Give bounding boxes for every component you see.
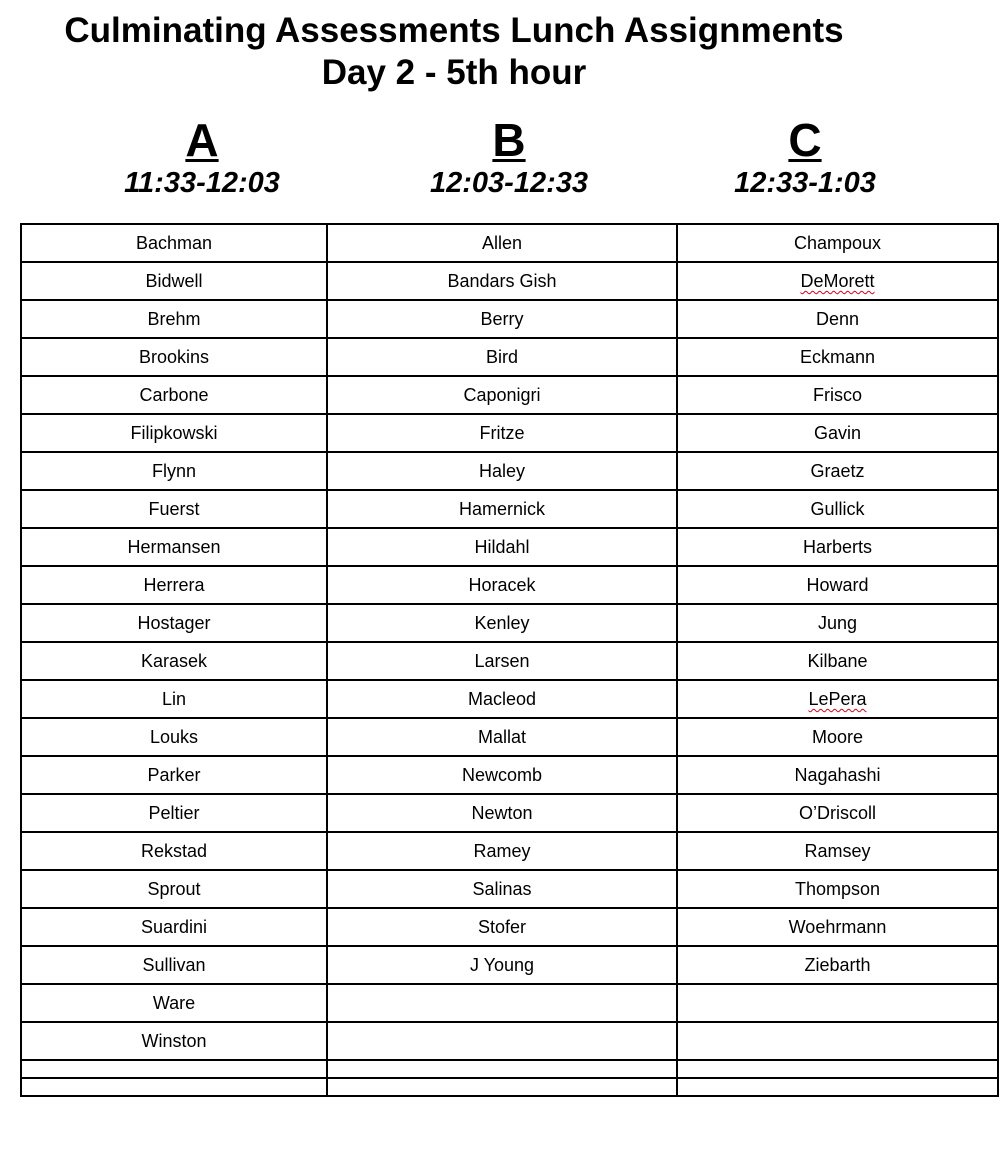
table-cell xyxy=(21,794,327,832)
student-name: Champoux xyxy=(793,233,882,253)
table-cell xyxy=(327,414,677,452)
student-name: Bird xyxy=(485,347,518,367)
student-name: Brehm xyxy=(147,309,201,329)
table-cell xyxy=(327,490,677,528)
student-name: Caponigri xyxy=(463,385,541,405)
table-cell xyxy=(21,832,327,870)
student-name: Parker xyxy=(147,765,201,785)
table-cell xyxy=(21,718,327,756)
table-cell xyxy=(21,604,327,642)
student-name: Flynn xyxy=(151,461,196,481)
student-name: DeMorett xyxy=(800,271,875,291)
table-row xyxy=(21,908,998,946)
student-name: Kenley xyxy=(474,613,530,633)
table-cell xyxy=(327,300,677,338)
table-cell xyxy=(21,414,327,452)
column-header-b xyxy=(359,116,659,200)
student-name: Louks xyxy=(149,727,199,747)
table-cell xyxy=(677,718,998,756)
table-cell xyxy=(677,300,998,338)
student-name: Thompson xyxy=(794,879,881,899)
table-row xyxy=(21,870,998,908)
table-cell xyxy=(677,1078,998,1096)
table-row xyxy=(21,300,998,338)
student-name: Stofer xyxy=(477,917,527,937)
student-name: Berry xyxy=(480,309,524,329)
table-cell xyxy=(21,338,327,376)
table-cell xyxy=(327,870,677,908)
table-cell xyxy=(677,832,998,870)
table-cell xyxy=(677,1022,998,1060)
table-cell xyxy=(677,338,998,376)
table-cell xyxy=(327,262,677,300)
student-name: Salinas xyxy=(472,879,532,899)
table-cell xyxy=(21,566,327,604)
table-cell xyxy=(21,376,327,414)
student-name: Peltier xyxy=(148,803,200,823)
student-name: Gullick xyxy=(810,499,865,519)
student-name: Suardini xyxy=(140,917,208,937)
student-name: Ramey xyxy=(473,841,531,861)
table-row xyxy=(21,604,998,642)
column-letter: B xyxy=(492,114,526,166)
table-row xyxy=(21,338,998,376)
student-name: Bidwell xyxy=(145,271,203,291)
table-cell xyxy=(677,680,998,718)
table-cell xyxy=(327,680,677,718)
student-name: Bachman xyxy=(135,233,213,253)
table-row xyxy=(21,680,998,718)
table-cell xyxy=(677,756,998,794)
table-cell xyxy=(327,224,677,262)
student-name: Sullivan xyxy=(142,955,206,975)
table-row xyxy=(21,756,998,794)
table-cell xyxy=(677,528,998,566)
table-row xyxy=(21,984,998,1022)
table-cell xyxy=(327,566,677,604)
student-name: Lin xyxy=(161,689,187,709)
table-row xyxy=(21,832,998,870)
table-cell xyxy=(677,452,998,490)
table-cell xyxy=(677,984,998,1022)
table-cell xyxy=(327,376,677,414)
student-name: Hostager xyxy=(137,613,211,633)
table-cell xyxy=(677,870,998,908)
student-name: Fritze xyxy=(479,423,525,443)
table-row xyxy=(21,490,998,528)
table-cell xyxy=(21,946,327,984)
table-cell xyxy=(21,870,327,908)
student-name: LePera xyxy=(808,689,867,709)
student-name: Gavin xyxy=(813,423,862,443)
student-name: Larsen xyxy=(474,651,530,671)
page-subtitle: Day 2 - 5th hour xyxy=(321,53,587,92)
student-name: Allen xyxy=(481,233,523,253)
student-name: Newton xyxy=(471,803,533,823)
student-name: Sprout xyxy=(147,879,201,899)
student-name: Horacek xyxy=(468,575,536,595)
student-name: Harberts xyxy=(802,537,873,557)
student-name: Karasek xyxy=(140,651,208,671)
table-cell xyxy=(21,300,327,338)
table-cell xyxy=(21,642,327,680)
table-cell xyxy=(677,908,998,946)
student-name: Brookins xyxy=(138,347,210,367)
table-row xyxy=(21,224,998,262)
student-name: Denn xyxy=(815,309,860,329)
column-header-c xyxy=(655,116,955,200)
student-name: Herrera xyxy=(143,575,205,595)
table-cell xyxy=(677,376,998,414)
student-name: Macleod xyxy=(467,689,537,709)
table-row xyxy=(21,1078,998,1096)
table-cell xyxy=(677,946,998,984)
table-cell xyxy=(21,452,327,490)
student-name: Nagahashi xyxy=(794,765,881,785)
table-cell xyxy=(327,1022,677,1060)
column-letter: A xyxy=(185,114,219,166)
table-row xyxy=(21,794,998,832)
table-cell xyxy=(327,642,677,680)
table-cell xyxy=(677,794,998,832)
column-letter: C xyxy=(788,114,822,166)
student-name: Rekstad xyxy=(140,841,208,861)
table-cell xyxy=(677,642,998,680)
column-time: 12:03-12:33 xyxy=(430,167,588,199)
student-name: Carbone xyxy=(139,385,209,405)
student-name: O’Driscoll xyxy=(798,803,876,823)
table-cell xyxy=(327,908,677,946)
page-title: Culminating Assessments Lunch Assignments xyxy=(64,11,844,50)
table-cell xyxy=(327,832,677,870)
table-cell xyxy=(677,566,998,604)
student-name: Newcomb xyxy=(461,765,543,785)
table-cell xyxy=(21,756,327,794)
student-name: Hildahl xyxy=(474,537,530,557)
student-name: Mallat xyxy=(477,727,526,747)
table-cell xyxy=(327,984,677,1022)
table-cell xyxy=(677,604,998,642)
student-name: Ziebarth xyxy=(804,955,871,975)
student-name: Winston xyxy=(141,1031,207,1051)
table-row xyxy=(21,452,998,490)
table-cell xyxy=(327,946,677,984)
student-name: Kilbane xyxy=(807,651,868,671)
table-cell xyxy=(677,414,998,452)
student-name: Eckmann xyxy=(799,347,876,367)
student-name: Hermansen xyxy=(127,537,221,557)
table-cell xyxy=(21,1022,327,1060)
table-cell xyxy=(677,262,998,300)
table-row xyxy=(21,642,998,680)
table-cell xyxy=(21,262,327,300)
table-cell xyxy=(327,1078,677,1096)
student-name: Bandars Gish xyxy=(447,271,557,291)
student-name: Haley xyxy=(478,461,526,481)
table-row xyxy=(21,566,998,604)
table-row xyxy=(21,946,998,984)
table-cell xyxy=(21,224,327,262)
table-cell xyxy=(21,1060,327,1078)
table-row xyxy=(21,376,998,414)
lunch-roster-table xyxy=(20,223,999,1097)
table-row xyxy=(21,1022,998,1060)
table-cell xyxy=(327,718,677,756)
table-cell xyxy=(21,680,327,718)
table-cell xyxy=(677,1060,998,1078)
table-cell xyxy=(327,1060,677,1078)
student-name: Moore xyxy=(811,727,864,747)
table-row xyxy=(21,414,998,452)
student-name: Frisco xyxy=(813,385,862,405)
table-cell xyxy=(327,452,677,490)
column-header-a xyxy=(52,116,352,200)
column-time: 11:33-12:03 xyxy=(124,167,280,199)
table-cell xyxy=(327,604,677,642)
table-cell xyxy=(677,224,998,262)
table-row xyxy=(21,528,998,566)
student-name: Ramsey xyxy=(804,841,871,861)
table-cell xyxy=(677,490,998,528)
student-name: Woehrmann xyxy=(788,917,887,937)
student-name: Graetz xyxy=(810,461,865,481)
student-name: Fuerst xyxy=(148,499,200,519)
table-cell xyxy=(21,984,327,1022)
student-name: Filipkowski xyxy=(130,423,218,443)
table-cell xyxy=(327,794,677,832)
table-cell xyxy=(21,528,327,566)
table-cell xyxy=(327,338,677,376)
table-cell xyxy=(21,908,327,946)
table-row xyxy=(21,262,998,300)
student-name: Howard xyxy=(806,575,869,595)
student-name: Hamernick xyxy=(458,499,546,519)
student-name: Ware xyxy=(152,993,196,1013)
table-row xyxy=(21,1060,998,1078)
table-cell xyxy=(21,1078,327,1096)
table-row xyxy=(21,718,998,756)
table-cell xyxy=(327,756,677,794)
column-time: 12:33-1:03 xyxy=(734,167,876,199)
student-name: Jung xyxy=(817,613,858,633)
table-cell xyxy=(327,528,677,566)
student-name: J Young xyxy=(469,955,535,975)
table-cell xyxy=(21,490,327,528)
